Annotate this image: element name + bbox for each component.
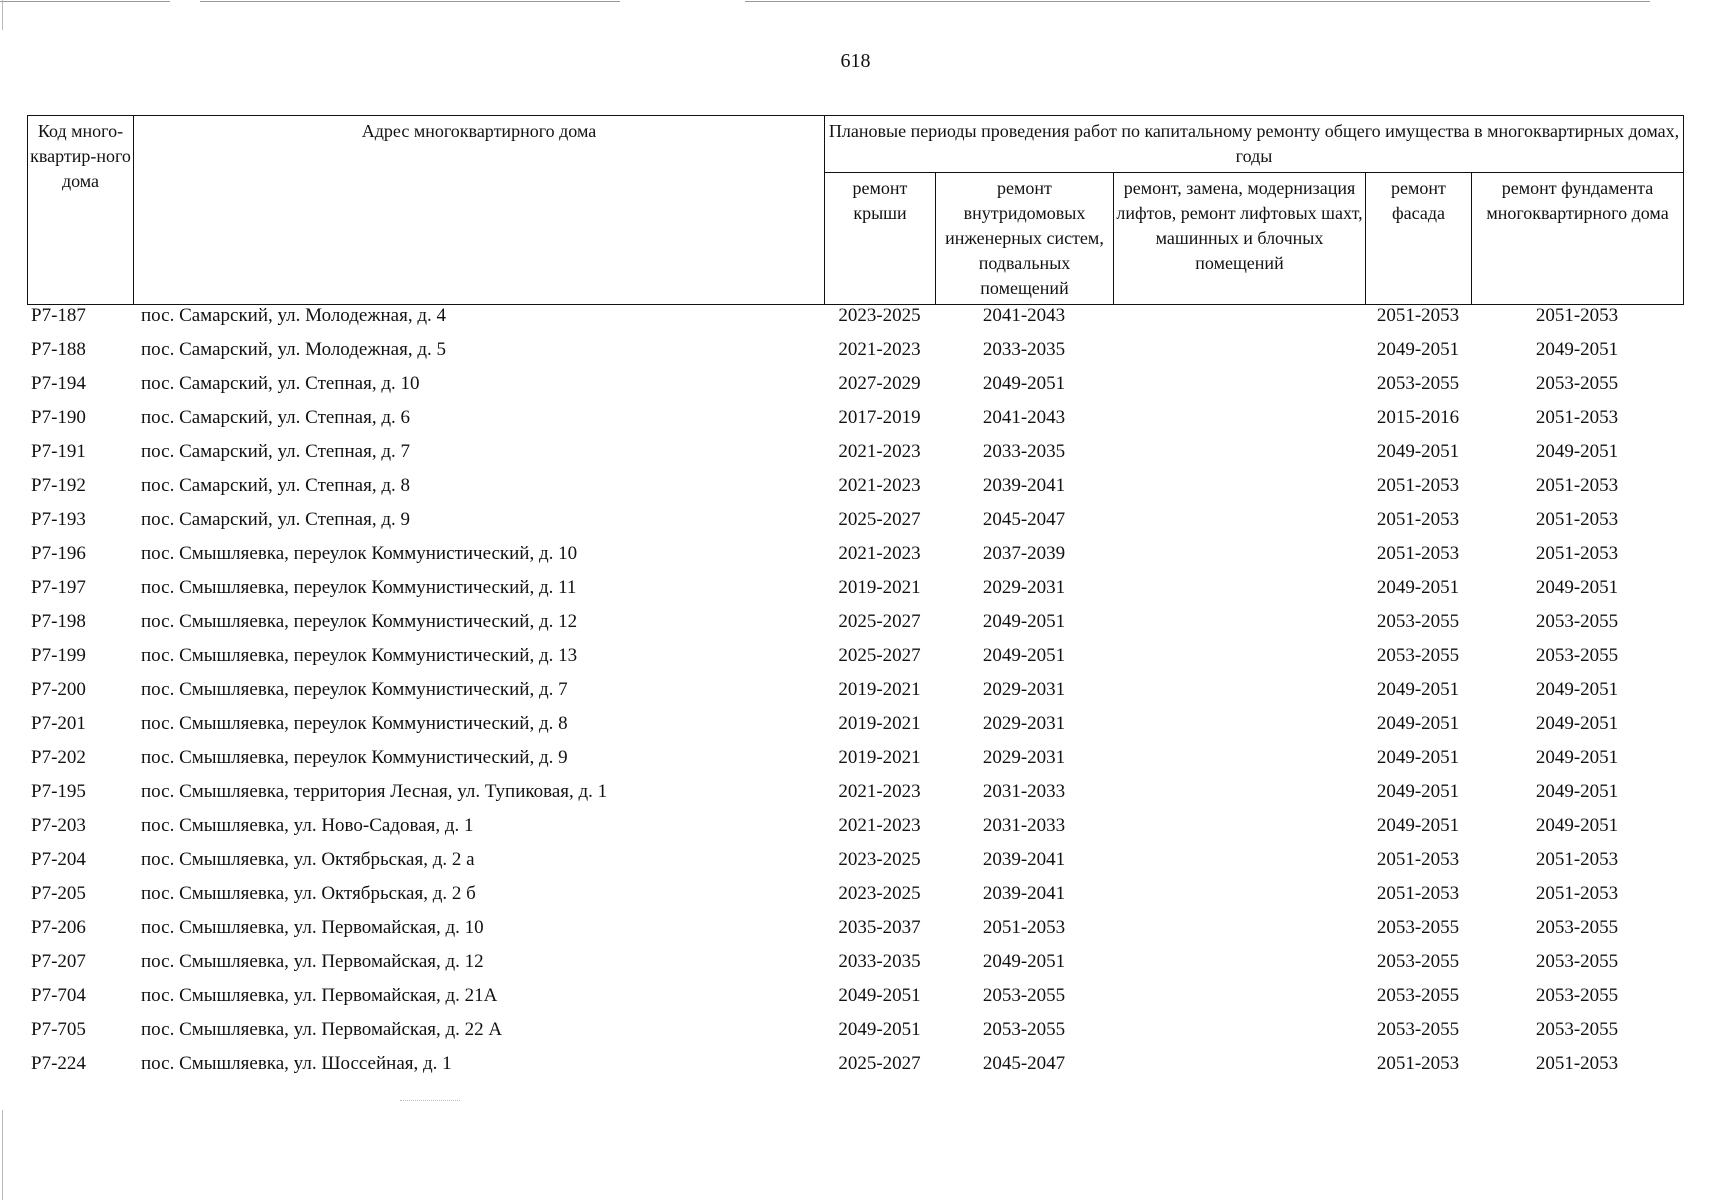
cell-code: Р7-188 — [31, 339, 86, 360]
cell-elevators — [1113, 911, 1365, 945]
header-address: Адрес многоквартирного дома — [134, 116, 825, 305]
cell-address: пос. Смышляевка, ул. Первомайская, д. 22 А — [141, 1019, 503, 1040]
cell-facade: 2051-2053 — [1376, 1053, 1460, 1074]
cell-engineering: 2031-2033 — [982, 815, 1066, 836]
cell-foundation: 2053-2055 — [1535, 917, 1619, 938]
cell-roof: 2023-2025 — [838, 883, 921, 904]
cell-engineering: 2049-2051 — [982, 373, 1066, 394]
cell-foundation: 2049-2051 — [1535, 747, 1619, 768]
cell-facade: 2053-2055 — [1376, 611, 1460, 632]
cell-engineering: 2033-2035 — [982, 441, 1066, 462]
cell-foundation: 2053-2055 — [1535, 611, 1619, 632]
table-row — [27, 333, 1683, 367]
cell-code: Р7-704 — [31, 985, 86, 1006]
cell-address: пос. Самарский, ул. Степная, д. 6 — [141, 407, 410, 428]
cell-roof: 2019-2021 — [838, 679, 921, 700]
cell-roof: 2021-2023 — [838, 475, 921, 496]
cell-engineering: 2037-2039 — [982, 543, 1066, 564]
header-facade: ремонт фасада — [1366, 173, 1472, 305]
cell-address: пос. Самарский, ул. Молодежная, д. 5 — [141, 339, 446, 360]
cell-foundation: 2053-2055 — [1535, 951, 1619, 972]
cell-engineering: 2031-2033 — [982, 781, 1066, 802]
cell-address: пос. Смышляевка, переулок Коммунистический, д. 12 — [141, 611, 578, 632]
cell-roof: 2021-2023 — [838, 339, 921, 360]
cell-code: Р7-198 — [31, 611, 86, 632]
cell-elevators — [1113, 979, 1365, 1013]
cell-code: Р7-705 — [31, 1019, 86, 1040]
cell-facade: 2051-2053 — [1376, 475, 1460, 496]
cell-engineering: 2041-2043 — [982, 305, 1066, 326]
page-number: 618 — [840, 50, 871, 72]
cell-foundation: 2051-2053 — [1535, 475, 1619, 496]
cell-address: пос. Смышляевка, ул. Ново-Садовая, д. 1 — [141, 815, 474, 836]
cell-foundation: 2051-2053 — [1535, 305, 1619, 326]
cell-foundation: 2049-2051 — [1535, 339, 1619, 360]
cell-elevators — [1113, 945, 1365, 979]
cell-address: пос. Смышляевка, переулок Коммунистический, д. 7 — [141, 679, 568, 700]
cell-code: Р7-187 — [31, 305, 86, 326]
cell-address: пос. Самарский, ул. Степная, д. 10 — [141, 373, 420, 394]
cell-engineering: 2039-2041 — [982, 849, 1066, 870]
cell-roof: 2019-2021 — [838, 713, 921, 734]
cell-facade: 2053-2055 — [1376, 645, 1460, 666]
table-row — [27, 367, 1683, 401]
cell-foundation: 2053-2055 — [1535, 985, 1619, 1006]
cell-facade: 2051-2053 — [1376, 543, 1460, 564]
cell-address: пос. Смышляевка, переулок Коммунистический, д. 9 — [141, 747, 568, 768]
cell-elevators — [1113, 503, 1365, 537]
cell-address: пос. Смышляевка, территория Лесная, ул. Тупиковая, д. 1 — [141, 781, 608, 802]
table-row — [27, 571, 1683, 605]
scan-edge-line — [0, 1, 170, 2]
cell-facade: 2049-2051 — [1376, 815, 1460, 836]
cell-address: пос. Смышляевка, переулок Коммунистический, д. 11 — [141, 577, 577, 598]
cell-code: Р7-190 — [31, 407, 86, 428]
table-row — [27, 945, 1683, 979]
cell-elevators — [1113, 469, 1365, 503]
cell-foundation: 2053-2055 — [1535, 1019, 1619, 1040]
cell-address: пос. Смышляевка, переулок Коммунистический, д. 13 — [141, 645, 578, 666]
cell-address: пос. Самарский, ул. Степная, д. 9 — [141, 509, 410, 530]
cell-facade: 2049-2051 — [1376, 781, 1460, 802]
cell-code: Р7-199 — [31, 645, 86, 666]
cell-code: Р7-192 — [31, 475, 86, 496]
cell-elevators — [1113, 775, 1365, 809]
cell-address: пос. Смышляевка, ул. Шоссейная, д. 1 — [141, 1053, 452, 1074]
cell-address: пос. Смышляевка, ул. Октябрьская, д. 2 а — [141, 849, 475, 870]
cell-engineering: 2029-2031 — [982, 577, 1066, 598]
cell-facade: 2053-2055 — [1376, 985, 1460, 1006]
cell-address: пос. Смышляевка, ул. Первомайская, д. 21А — [141, 985, 498, 1006]
cell-foundation: 2049-2051 — [1535, 781, 1619, 802]
cell-code: Р7-202 — [31, 747, 86, 768]
header-foundation: ремонт фундамента многоквартирного дома — [1472, 173, 1684, 305]
scan-edge-line — [745, 1, 1650, 2]
cell-roof: 2025-2027 — [838, 1053, 921, 1074]
cell-code: Р7-203 — [31, 815, 86, 836]
cell-facade: 2053-2055 — [1376, 373, 1460, 394]
cell-elevators — [1113, 809, 1365, 843]
table-row — [27, 605, 1683, 639]
cell-facade: 2049-2051 — [1376, 679, 1460, 700]
cell-code: Р7-194 — [31, 373, 86, 394]
cell-facade: 2053-2055 — [1376, 1019, 1460, 1040]
cell-roof: 2025-2027 — [838, 611, 921, 632]
cell-roof: 2023-2025 — [838, 849, 921, 870]
header-engineering: ремонт внутридомовых инженерных систем, подвальных помещений — [936, 173, 1114, 305]
cell-code: Р7-205 — [31, 883, 86, 904]
table-row — [27, 741, 1683, 775]
cell-code: Р7-206 — [31, 917, 86, 938]
cell-elevators — [1113, 877, 1365, 911]
cell-engineering: 2053-2055 — [982, 985, 1066, 1006]
scan-speck — [400, 1100, 460, 1101]
cell-roof: 2021-2023 — [838, 781, 921, 802]
table-row — [27, 1047, 1683, 1081]
table-row — [27, 537, 1683, 571]
cell-foundation: 2051-2053 — [1535, 1053, 1619, 1074]
cell-foundation: 2051-2053 — [1535, 407, 1619, 428]
table-body — [27, 299, 1683, 1081]
cell-elevators — [1113, 571, 1365, 605]
table-row — [27, 877, 1683, 911]
cell-code: Р7-195 — [31, 781, 86, 802]
cell-foundation: 2049-2051 — [1535, 815, 1619, 836]
cell-roof: 2017-2019 — [838, 407, 921, 428]
cell-elevators — [1113, 333, 1365, 367]
table-row — [27, 979, 1683, 1013]
cell-facade: 2015-2016 — [1376, 407, 1460, 428]
table-row — [27, 1013, 1683, 1047]
cell-foundation: 2051-2053 — [1535, 883, 1619, 904]
cell-elevators — [1113, 435, 1365, 469]
cell-facade: 2049-2051 — [1376, 441, 1460, 462]
cell-facade: 2049-2051 — [1376, 339, 1460, 360]
cell-foundation: 2053-2055 — [1535, 373, 1619, 394]
cell-roof: 2021-2023 — [838, 441, 921, 462]
cell-code: Р7-200 — [31, 679, 86, 700]
cell-engineering: 2033-2035 — [982, 339, 1066, 360]
cell-address: пос. Смышляевка, ул. Первомайская, д. 10 — [141, 917, 484, 938]
cell-engineering: 2049-2051 — [982, 611, 1066, 632]
cell-roof: 2021-2023 — [838, 815, 921, 836]
cell-engineering: 2039-2041 — [982, 883, 1066, 904]
cell-engineering: 2049-2051 — [982, 951, 1066, 972]
cell-elevators — [1113, 639, 1365, 673]
cell-roof: 2027-2029 — [838, 373, 921, 394]
cell-code: Р7-191 — [31, 441, 86, 462]
header-roof: ремонт крыши — [825, 173, 936, 305]
cell-address: пос. Смышляевка, ул. Первомайская, д. 12 — [141, 951, 484, 972]
cell-address: пос. Смышляевка, переулок Коммунистический, д. 10 — [141, 543, 578, 564]
cell-foundation: 2049-2051 — [1535, 679, 1619, 700]
cell-engineering: 2045-2047 — [982, 1053, 1066, 1074]
cell-address: пос. Самарский, ул. Молодежная, д. 4 — [141, 305, 446, 326]
cell-elevators — [1113, 843, 1365, 877]
cell-elevators — [1113, 673, 1365, 707]
cell-elevators — [1113, 741, 1365, 775]
cell-code: Р7-201 — [31, 713, 86, 734]
cell-engineering: 2053-2055 — [982, 1019, 1066, 1040]
header-elevators: ремонт, замена, модернизация лифтов, ремонт лифтовых шахт, машинных и блочных помещений — [1114, 173, 1366, 305]
cell-roof: 2025-2027 — [838, 645, 921, 666]
cell-elevators — [1113, 299, 1365, 333]
table-row — [27, 639, 1683, 673]
cell-foundation: 2051-2053 — [1535, 543, 1619, 564]
table-row — [27, 299, 1683, 333]
table-row — [27, 843, 1683, 877]
cell-facade: 2049-2051 — [1376, 747, 1460, 768]
cell-foundation: 2051-2053 — [1535, 509, 1619, 530]
cell-elevators — [1113, 1047, 1365, 1081]
cell-roof: 2033-2035 — [838, 951, 921, 972]
table-row — [27, 401, 1683, 435]
cell-engineering: 2051-2053 — [982, 917, 1066, 938]
cell-address: пос. Смышляевка, переулок Коммунистический, д. 8 — [141, 713, 568, 734]
cell-facade: 2049-2051 — [1376, 713, 1460, 734]
cell-code: Р7-196 — [31, 543, 86, 564]
header-periods: Плановые периоды проведения работ по капитальному ремонту общего имущества в многоквартирных домах, годы — [825, 116, 1684, 173]
table-row — [27, 707, 1683, 741]
cell-code: Р7-197 — [31, 577, 86, 598]
scan-edge-mark — [2, 1110, 3, 1200]
table-header — [27, 115, 1684, 305]
cell-engineering: 2041-2043 — [982, 407, 1066, 428]
cell-facade: 2053-2055 — [1376, 951, 1460, 972]
cell-engineering: 2029-2031 — [982, 713, 1066, 734]
cell-elevators — [1113, 367, 1365, 401]
scan-edge-line — [200, 1, 620, 2]
cell-roof: 2019-2021 — [838, 747, 921, 768]
cell-facade: 2051-2053 — [1376, 305, 1460, 326]
cell-facade: 2051-2053 — [1376, 509, 1460, 530]
cell-roof: 2049-2051 — [838, 985, 921, 1006]
cell-roof: 2019-2021 — [838, 577, 921, 598]
cell-facade: 2051-2053 — [1376, 849, 1460, 870]
cell-elevators — [1113, 707, 1365, 741]
cell-facade: 2049-2051 — [1376, 577, 1460, 598]
cell-engineering: 2039-2041 — [982, 475, 1066, 496]
cell-facade: 2053-2055 — [1376, 917, 1460, 938]
cell-code: Р7-193 — [31, 509, 86, 530]
cell-roof: 2035-2037 — [838, 917, 921, 938]
cell-roof: 2023-2025 — [838, 305, 921, 326]
cell-code: Р7-224 — [31, 1053, 86, 1074]
cell-code: Р7-207 — [31, 951, 86, 972]
cell-foundation: 2051-2053 — [1535, 849, 1619, 870]
cell-engineering: 2049-2051 — [982, 645, 1066, 666]
cell-foundation: 2053-2055 — [1535, 645, 1619, 666]
cell-roof: 2021-2023 — [838, 543, 921, 564]
table-row — [27, 469, 1683, 503]
cell-elevators — [1113, 401, 1365, 435]
cell-elevators — [1113, 537, 1365, 571]
table-row — [27, 809, 1683, 843]
cell-elevators — [1113, 605, 1365, 639]
header-code: Код много-квартир-ного дома — [28, 116, 134, 305]
cell-address: пос. Самарский, ул. Степная, д. 7 — [141, 441, 410, 462]
cell-foundation: 2049-2051 — [1535, 577, 1619, 598]
cell-roof: 2025-2027 — [838, 509, 921, 530]
cell-address: пос. Смышляевка, ул. Октябрьская, д. 2 б — [141, 883, 476, 904]
cell-foundation: 2049-2051 — [1535, 441, 1619, 462]
table-row — [27, 503, 1683, 537]
cell-elevators — [1113, 1013, 1365, 1047]
cell-engineering: 2045-2047 — [982, 509, 1066, 530]
cell-engineering: 2029-2031 — [982, 747, 1066, 768]
cell-foundation: 2049-2051 — [1535, 713, 1619, 734]
cell-code: Р7-204 — [31, 849, 86, 870]
cell-facade: 2051-2053 — [1376, 883, 1460, 904]
table-row — [27, 911, 1683, 945]
scan-edge-mark — [2, 0, 3, 30]
cell-address: пос. Самарский, ул. Степная, д. 8 — [141, 475, 410, 496]
cell-roof: 2049-2051 — [838, 1019, 921, 1040]
table-row — [27, 775, 1683, 809]
table-row — [27, 435, 1683, 469]
cell-engineering: 2029-2031 — [982, 679, 1066, 700]
table-row — [27, 673, 1683, 707]
